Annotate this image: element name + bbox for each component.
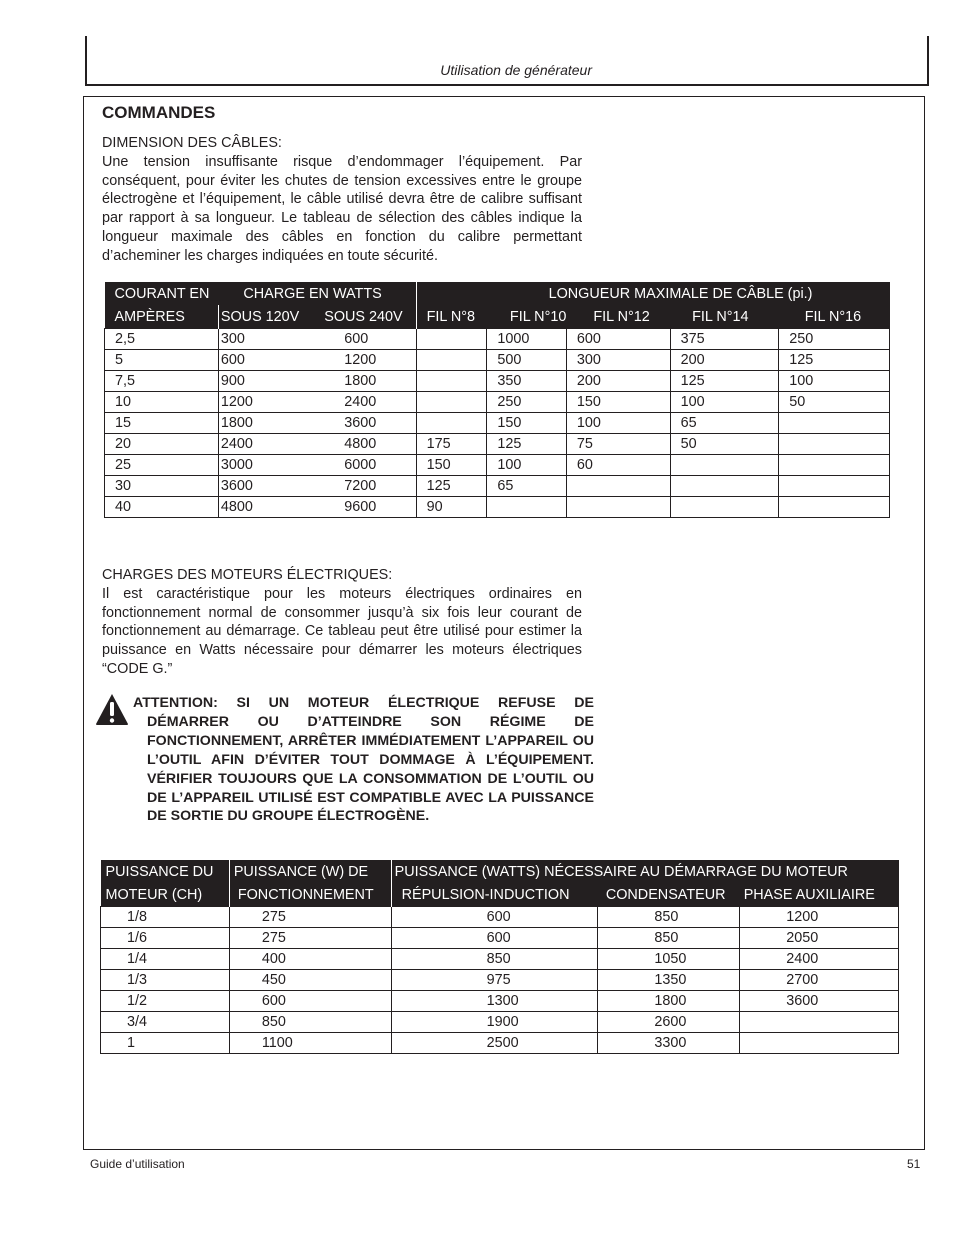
table-cell: 7200 bbox=[314, 476, 416, 497]
table-cell: 175 bbox=[416, 434, 487, 455]
table-row bbox=[105, 455, 890, 476]
table-cell: 600 bbox=[314, 329, 416, 350]
table-cell: 2050 bbox=[740, 928, 899, 949]
table-row bbox=[105, 413, 890, 434]
table-cell: 1200 bbox=[218, 392, 314, 413]
table-cell bbox=[779, 497, 890, 518]
table-cell: 1/4 bbox=[101, 949, 230, 970]
table-cell: 90 bbox=[416, 497, 487, 518]
section-title: COMMANDES bbox=[102, 103, 216, 122]
table-cell: 600 bbox=[218, 350, 314, 371]
table-cell: 30 bbox=[105, 476, 219, 497]
table-row bbox=[105, 497, 890, 518]
table-cell: 50 bbox=[670, 434, 779, 455]
table-cell: 500 bbox=[487, 350, 566, 371]
table-cell: 4800 bbox=[218, 497, 314, 518]
t1-h1-length: LONGUEUR MAXIMALE DE CÂBLE (pi.) bbox=[416, 282, 889, 305]
t1-h2-fil16: FIL N°16 bbox=[779, 305, 890, 329]
cables-section bbox=[102, 134, 582, 266]
table-cell: 250 bbox=[779, 329, 890, 350]
cables-heading: DIMENSION DES CÂBLES: bbox=[102, 135, 282, 151]
motors-heading: CHARGES DES MOTEURS ÉLECTRIQUES: bbox=[102, 567, 393, 583]
table-cell: 2400 bbox=[314, 392, 416, 413]
table-cell: 5 bbox=[105, 350, 219, 371]
table-cell: 3600 bbox=[314, 413, 416, 434]
table-cell: 1000 bbox=[487, 329, 566, 350]
motor-power-table bbox=[100, 860, 899, 1054]
table-row bbox=[101, 949, 899, 970]
table-cell bbox=[487, 497, 566, 518]
t2-h1-power: PUISSANCE DU bbox=[101, 860, 230, 883]
table-cell: 60 bbox=[566, 455, 670, 476]
table-row bbox=[101, 928, 899, 949]
table-cell: 25 bbox=[105, 455, 219, 476]
t1-h2-amperes: AMPÈRES bbox=[105, 305, 219, 329]
table-cell: 125 bbox=[487, 434, 566, 455]
table-cell bbox=[416, 392, 487, 413]
table-cell: 1/3 bbox=[101, 970, 230, 991]
table-cell: 1/6 bbox=[101, 928, 230, 949]
table-cell: 2500 bbox=[391, 1033, 598, 1054]
table-cell: 1900 bbox=[391, 1012, 598, 1033]
t1-h2-fil14: FIL N°14 bbox=[670, 305, 779, 329]
table-cell: 600 bbox=[229, 991, 391, 1012]
t1-h2-fil12: FIL N°12 bbox=[566, 305, 670, 329]
t2-h2-condensateur: CONDENSATEUR bbox=[598, 883, 740, 907]
table-cell: 2,5 bbox=[105, 329, 219, 350]
table-cell: 150 bbox=[566, 392, 670, 413]
table-cell: 1300 bbox=[391, 991, 598, 1012]
table-cell: 50 bbox=[779, 392, 890, 413]
table-cell bbox=[779, 434, 890, 455]
table-cell: 3/4 bbox=[101, 1012, 230, 1033]
table-cell: 7,5 bbox=[105, 371, 219, 392]
table-cell: 100 bbox=[487, 455, 566, 476]
table-cell: 300 bbox=[566, 350, 670, 371]
table-cell: 450 bbox=[229, 970, 391, 991]
table-cell: 150 bbox=[487, 413, 566, 434]
table-cell: 100 bbox=[670, 392, 779, 413]
table-cell: 40 bbox=[105, 497, 219, 518]
table-cell bbox=[670, 476, 779, 497]
warning-block bbox=[133, 694, 594, 826]
table-row bbox=[105, 350, 890, 371]
table-cell: 300 bbox=[218, 329, 314, 350]
table-cell: 65 bbox=[487, 476, 566, 497]
table-cell: 275 bbox=[229, 907, 391, 928]
motors-section bbox=[102, 566, 582, 679]
table-cell: 850 bbox=[598, 907, 740, 928]
table-cell: 1/2 bbox=[101, 991, 230, 1012]
table-row bbox=[105, 392, 890, 413]
table-cell: 1350 bbox=[598, 970, 740, 991]
table-cell: 2400 bbox=[218, 434, 314, 455]
warning-line1: ATTENTION: SI UN MOTEUR ÉLECTRIQUE REFUSE DE bbox=[133, 695, 594, 711]
cables-text: Une tension insuffisante risque d’endommager l’équipement. Par conséquent, pour éviter les chutes de tension excessives entre le groupe électrogène et l’équipement, le câble utilisé devra être de calibre suffisant par rapport à sa longueur. Le tableau de sélection des câbles indique la longueur maximale des câbles en fonction du calibre permettant d’acheminer les charges indiquées en toute sécurité. bbox=[102, 153, 582, 264]
table-cell: 100 bbox=[779, 371, 890, 392]
warning-text: DÉMARRER OU D’ATTEINDRE SON RÉGIME DE FONCTIONNEMENT, ARRÊTER IMMÉDIATEMENT L’APPAREIL OU L’OUTIL AFIN D’ÉVITER TOUT DOMMAGE À L’ÉQUIPEMENT. VÉRIFIER TOUJOURS QUE LA CONSOMMATION DE L’OUTIL OU DE L’APPAREIL UTILISÉ EST COMPATIBLE AVEC LA PUISSANCE DE SORTIE DU GROUPE ÉLECTROGÈNE. bbox=[147, 713, 594, 825]
table-cell bbox=[779, 476, 890, 497]
table-cell bbox=[740, 1033, 899, 1054]
table-cell: 2600 bbox=[598, 1012, 740, 1033]
table-cell: 600 bbox=[391, 928, 598, 949]
table-cell: 3000 bbox=[218, 455, 314, 476]
table-cell: 125 bbox=[416, 476, 487, 497]
table-cell: 850 bbox=[229, 1012, 391, 1033]
table-cell: 125 bbox=[670, 371, 779, 392]
table-cell: 6000 bbox=[314, 455, 416, 476]
table-cell: 3600 bbox=[740, 991, 899, 1012]
t1-h1-charge: CHARGE EN WATTS bbox=[218, 282, 416, 305]
table-cell: 900 bbox=[218, 371, 314, 392]
table-cell bbox=[779, 413, 890, 434]
header-title: Utilisation de générateur bbox=[440, 62, 592, 78]
header-frame bbox=[85, 36, 929, 86]
table-row bbox=[105, 371, 890, 392]
t2-h2-running: FONCTIONNEMENT bbox=[229, 883, 391, 907]
table-cell: 3600 bbox=[218, 476, 314, 497]
table-cell: 1100 bbox=[229, 1033, 391, 1054]
table-cell: 2700 bbox=[740, 970, 899, 991]
table-row bbox=[101, 991, 899, 1012]
table-cell: 1800 bbox=[218, 413, 314, 434]
table-cell: 20 bbox=[105, 434, 219, 455]
table-cell: 1/8 bbox=[101, 907, 230, 928]
warning-triangle-icon bbox=[95, 692, 129, 726]
table-cell bbox=[416, 329, 487, 350]
table-cell: 65 bbox=[670, 413, 779, 434]
footer-guide: Guide d’utilisation bbox=[90, 1157, 185, 1171]
footer-page-number: 51 bbox=[907, 1157, 921, 1171]
table-cell: 1800 bbox=[598, 991, 740, 1012]
table-cell: 1 bbox=[101, 1033, 230, 1054]
table-cell bbox=[416, 413, 487, 434]
table-cell bbox=[566, 476, 670, 497]
table-cell bbox=[416, 371, 487, 392]
table-cell bbox=[670, 455, 779, 476]
t1-h2-240v: SOUS 240V bbox=[314, 305, 416, 329]
table-cell: 2400 bbox=[740, 949, 899, 970]
table-cell bbox=[566, 497, 670, 518]
table-cell: 15 bbox=[105, 413, 219, 434]
table-cell: 100 bbox=[566, 413, 670, 434]
table-cell: 350 bbox=[487, 371, 566, 392]
t1-h2-120v: SOUS 120V bbox=[218, 305, 314, 329]
table-cell: 850 bbox=[391, 949, 598, 970]
motors-text: Il est caractéristique pour les moteurs électriques ordinaires en fonctionnement normal de consommer jusqu’à six fois leur courant de fonctionnement au démarrage. Ce tableau peut être utilisé pour estimer la puissance en Watts nécessaire pour démarrer les moteurs électriques “CODE G.” bbox=[102, 585, 582, 677]
table-cell: 9600 bbox=[314, 497, 416, 518]
table-cell: 10 bbox=[105, 392, 219, 413]
table-row bbox=[105, 329, 890, 350]
table-cell: 75 bbox=[566, 434, 670, 455]
table-cell: 250 bbox=[487, 392, 566, 413]
t2-h1-running: PUISSANCE (W) DE bbox=[229, 860, 391, 883]
t1-h2-fil8: FIL N°8 bbox=[416, 305, 487, 329]
table-cell: 200 bbox=[670, 350, 779, 371]
table-cell bbox=[779, 455, 890, 476]
t2-h2-repulsion: RÉPULSION-INDUCTION bbox=[391, 883, 598, 907]
table-row bbox=[101, 1012, 899, 1033]
table-row bbox=[105, 476, 890, 497]
table-row bbox=[101, 1033, 899, 1054]
table-cell: 200 bbox=[566, 371, 670, 392]
table-cell: 600 bbox=[566, 329, 670, 350]
table-cell: 1050 bbox=[598, 949, 740, 970]
t1-h1-current: COURANT EN bbox=[105, 282, 219, 305]
table-cell: 150 bbox=[416, 455, 487, 476]
t2-h2-phase: PHASE AUXILIAIRE bbox=[740, 883, 899, 907]
t2-h1-starting: PUISSANCE (WATTS) NÉCESSAIRE AU DÉMARRAGE DU MOTEUR bbox=[391, 860, 898, 883]
t1-h2-fil10: FIL N°10 bbox=[487, 305, 566, 329]
table-cell: 1200 bbox=[740, 907, 899, 928]
table-cell: 1200 bbox=[314, 350, 416, 371]
t2-h2-hp: MOTEUR (CH) bbox=[101, 883, 230, 907]
table-cell: 400 bbox=[229, 949, 391, 970]
table-cell bbox=[416, 350, 487, 371]
table-cell: 275 bbox=[229, 928, 391, 949]
table-cell: 600 bbox=[391, 907, 598, 928]
table-cell: 850 bbox=[598, 928, 740, 949]
table-cell bbox=[740, 1012, 899, 1033]
table-row bbox=[101, 970, 899, 991]
table-cell: 4800 bbox=[314, 434, 416, 455]
table-cell: 125 bbox=[779, 350, 890, 371]
table-row bbox=[101, 907, 899, 928]
table-cell: 3300 bbox=[598, 1033, 740, 1054]
cable-length-table bbox=[104, 282, 890, 518]
table-row bbox=[105, 434, 890, 455]
table-cell: 375 bbox=[670, 329, 779, 350]
table-cell: 975 bbox=[391, 970, 598, 991]
table-cell: 1800 bbox=[314, 371, 416, 392]
table-cell bbox=[670, 497, 779, 518]
